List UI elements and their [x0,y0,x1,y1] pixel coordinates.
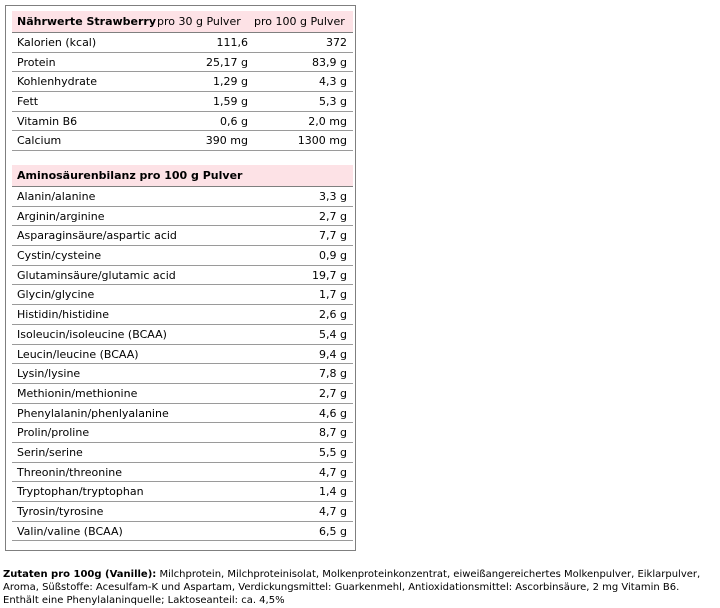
amino-row-value-100g: 2,7 g [319,386,347,400]
amino-row-value-100g: 0,9 g [319,249,347,263]
nutrition-row [12,33,353,53]
ingredients-label: Zutaten pro 100g (Vanille): [3,569,157,580]
amino-row [12,502,353,522]
amino-row-name: Serin/serine [17,445,83,459]
nutrition-row-name: Kalorien (kcal) [17,36,97,49]
amino-row [12,404,353,424]
nutrition-row-name: Vitamin B6 [17,114,78,128]
amino-row-value-100g: 4,6 g [319,406,347,420]
amino-row [12,522,353,542]
amino-row-name: Isoleucin/isoleucine (BCAA) [17,327,167,341]
amino-header-name: Aminosäurenbilanz pro 100 g Pulver [17,169,243,182]
amino-row [12,226,353,246]
amino-row-value-100g: 7,7 g [319,229,347,243]
nutrition-row-name: Protein [17,55,56,69]
nutrition-table [12,11,353,151]
amino-row-name: Lysin/lysine [17,367,81,381]
amino-row-name: Prolin/proline [17,426,90,440]
nutrition-row-value-100g: 2,0 mg [308,114,347,128]
nutrition-header-name: Nährwerte Strawberry [17,15,157,28]
amino-table [12,165,353,541]
nutrition-row [12,72,353,92]
amino-row [12,482,353,502]
amino-row [12,345,353,365]
amino-row [12,285,353,305]
amino-row-name: Glycin/glycine [17,288,95,302]
nutrition-header-30g: pro 30 g Pulver [157,15,241,28]
amino-row [12,325,353,345]
amino-row [12,364,353,384]
amino-row [12,187,353,207]
amino-row-name: Histidin/histidine [17,308,110,322]
nutrition-row-name: Fett [17,95,39,109]
nutrition-row [12,92,353,112]
amino-row-name: Threonin/threonine [17,465,123,479]
amino-row-name: Alanin/alanine [17,190,96,203]
amino-row [12,246,353,266]
amino-row-value-100g: 2,6 g [319,308,347,322]
amino-row [12,423,353,443]
amino-row [12,463,353,483]
amino-row-name: Cystin/cysteine [17,249,102,263]
amino-row-name: Asparaginsäure/aspartic acid [17,229,177,243]
amino-row-value-100g: 8,7 g [319,426,347,440]
nutrition-row-name: Kohlenhydrate [17,75,97,89]
nutrition-row-value-30g: 390 mg [205,134,248,148]
nutrition-header-row [12,11,353,33]
ingredients-body: Milchprotein, Milchproteinisolat, Molkenproteinkonzentrat, eiweißangereichertes Molkenpulver, Eiklarpulver, Aroma, Süßstoffe: Acesulfam-K und Aspartam, Verdickungsmittel: Guarkenmehl, Antioxidationsmittel: Ascorbinsäure, 2 mg Vitamin B6. Enthält eine Phenylalaninquelle; Laktoseanteil: ca. 4,5% [3,569,701,606]
nutrition-row [12,53,353,73]
amino-row-value-100g: 1,4 g [319,485,347,499]
amino-row-value-100g: 2,7 g [319,209,347,223]
amino-header-row [12,165,353,187]
amino-row [12,305,353,325]
amino-row-name: Tyrosin/tyrosine [17,505,104,518]
amino-row-name: Valin/valine (BCAA) [17,524,123,538]
amino-row-name: Arginin/arginine [17,209,105,223]
nutrition-row-value-100g: 5,3 g [319,95,347,109]
nutrition-row-value-100g: 372 [326,36,347,49]
amino-row-name: Phenylalanin/phenlyalanine [17,406,169,420]
amino-row [12,443,353,463]
amino-row [12,207,353,227]
amino-row-name: Leucin/leucine (BCAA) [17,347,139,361]
amino-row-value-100g: 5,4 g [319,327,347,341]
amino-row-name: Glutaminsäure/glutamic acid [17,268,176,282]
nutrition-row-value-30g: 111,6 [216,36,248,49]
amino-row-value-100g: 9,4 g [319,347,347,361]
amino-row-value-100g: 3,3 g [319,190,347,203]
nutrition-row-name: Calcium [17,134,62,148]
amino-row-value-100g: 4,7 g [319,505,347,518]
nutrition-header-100g: pro 100 g Pulver [254,15,345,28]
amino-row-value-100g: 19,7 g [312,268,347,282]
nutrition-row-value-30g: 1,29 g [213,75,248,89]
amino-row-value-100g: 7,8 g [319,367,347,381]
nutrition-row-value-100g: 1300 mg [297,134,347,148]
amino-row [12,384,353,404]
amino-row-value-100g: 6,5 g [319,524,347,538]
nutrition-row [12,112,353,132]
nutrition-row-value-30g: 25,17 g [206,55,248,69]
amino-row-value-100g: 5,5 g [319,445,347,459]
nutrition-panel [5,5,356,551]
amino-row-value-100g: 1,7 g [319,288,347,302]
nutrition-row-value-100g: 4,3 g [319,75,347,89]
ingredients-text [3,568,717,607]
amino-row-name: Methionin/methionine [17,386,138,400]
amino-row-value-100g: 4,7 g [319,465,347,479]
amino-row [12,266,353,286]
amino-row-name: Tryptophan/tryptophan [17,485,144,499]
nutrition-row [12,131,353,151]
nutrition-row-value-30g: 1,59 g [213,95,248,109]
nutrition-row-value-100g: 83,9 g [312,55,347,69]
nutrition-row-value-30g: 0,6 g [220,114,248,128]
